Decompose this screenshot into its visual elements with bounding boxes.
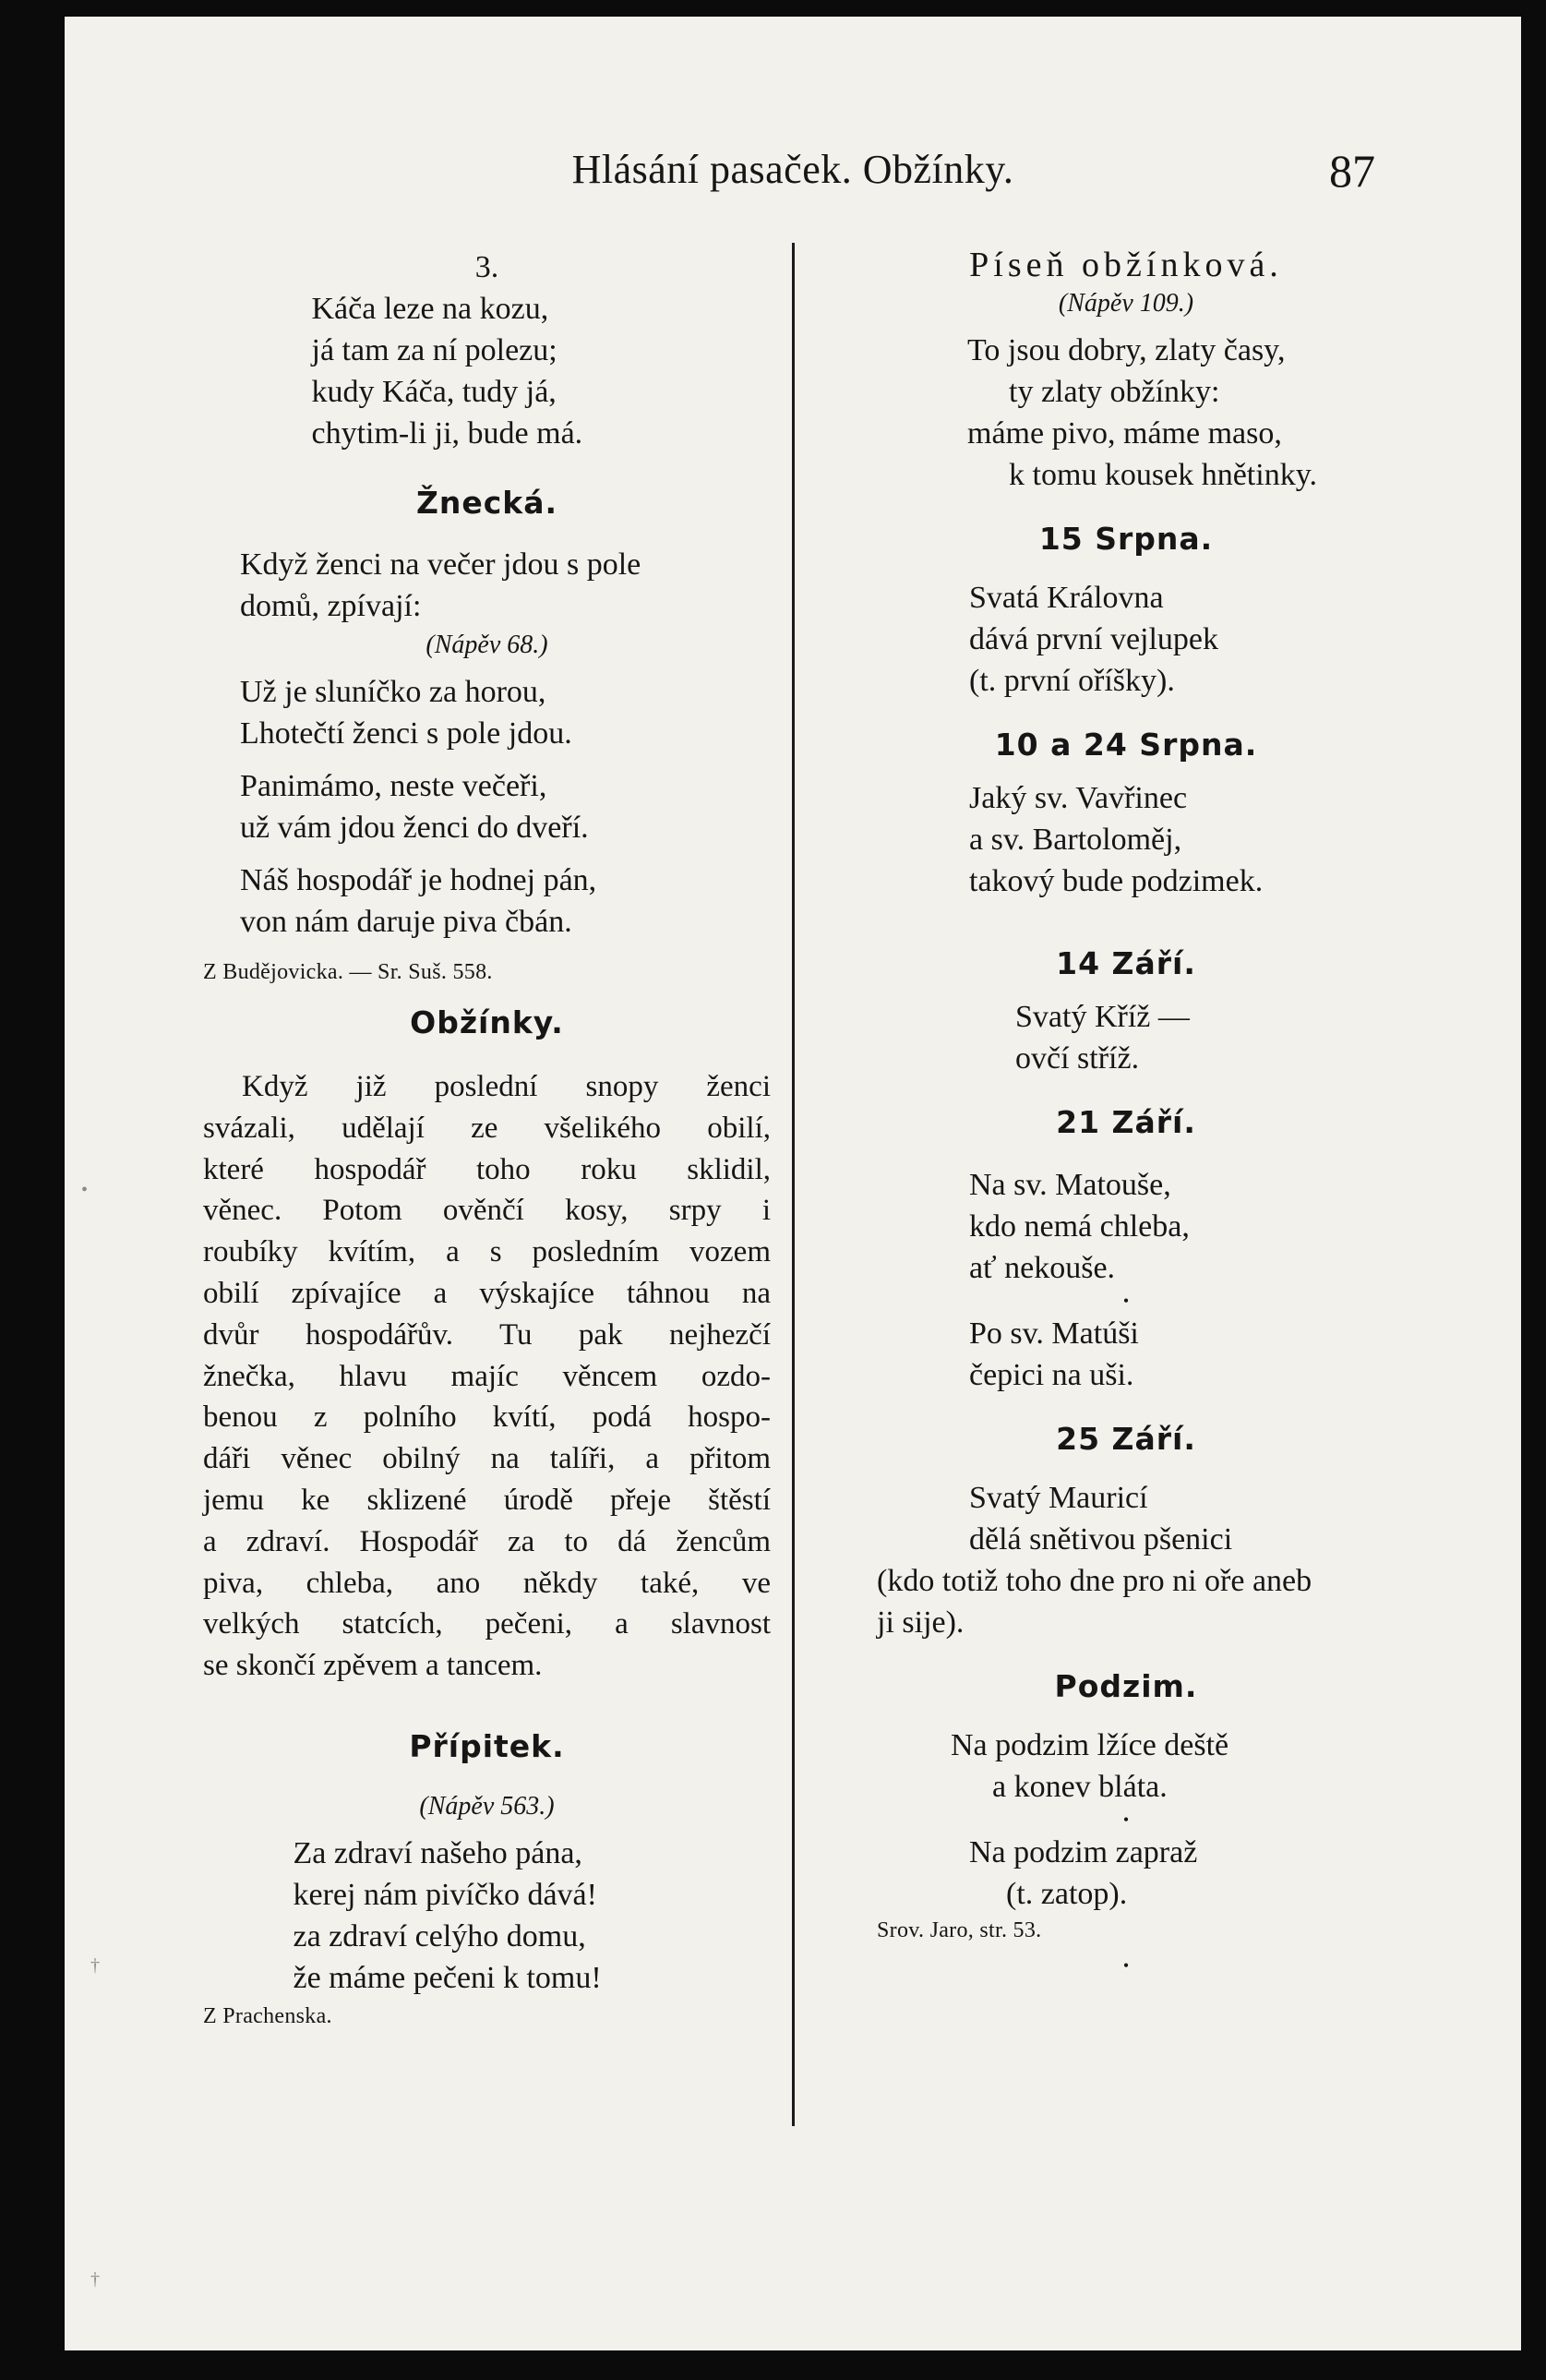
verse-line: už vám jdou ženci do dveří. <box>240 811 589 845</box>
running-head: Hlásání pasaček. Obžínky. <box>571 147 1014 192</box>
podzim-verse <box>951 1725 1301 1808</box>
tune-reference: (Nápěv 563.) <box>419 1791 555 1821</box>
prose-line: jemu ke sklizené úrodě přeje štěstí <box>203 1483 771 1517</box>
intro-line: domů, zpívají: <box>240 589 422 623</box>
verse-line: Náš hospodář je hodnej pán, <box>240 863 597 897</box>
sep14-verse <box>1015 996 1237 1079</box>
znecka-intro <box>203 544 771 627</box>
verse-line: Po sv. Matúši <box>969 1316 1139 1351</box>
verse-3 <box>312 288 663 454</box>
ornament-dot: • <box>1122 1810 1130 1829</box>
right-column <box>812 243 1440 1977</box>
sep25-note <box>812 1560 1440 1643</box>
verse-line: kudy Káča, tudy já, <box>311 375 557 409</box>
verse-line: Už je sluníčko za horou, <box>240 675 546 709</box>
verse-line: ať nekouše. <box>969 1251 1116 1285</box>
verse-line: a konev bláta. <box>992 1770 1168 1804</box>
section-heading-znecka: Žnecká. <box>415 485 558 521</box>
verse-line: čepici na uši. <box>969 1358 1134 1392</box>
prose-line: piva, chleba, ano někdy také, ve <box>203 1566 771 1600</box>
date-heading: 14 Září. <box>1056 945 1196 981</box>
source-note: Z Prachenska. <box>203 2003 332 2028</box>
verse-line: a sv. Bartoloměj, <box>969 823 1182 857</box>
bleed-through-mark: † <box>90 2269 100 2290</box>
aug15-verse <box>969 577 1283 702</box>
podzim-verse <box>969 1832 1283 1915</box>
sep21-verse <box>969 1313 1283 1396</box>
left-column <box>203 243 771 2034</box>
date-heading: 25 Září. <box>1056 1421 1196 1457</box>
verse-line: Káča leze na kozu, <box>311 292 549 326</box>
verse-line: dává první vejlupek <box>969 622 1219 656</box>
verse-line: Panimámo, neste večeři, <box>240 769 547 803</box>
prose-line: žnečka, hlavu majíc věncem ozdo- <box>203 1359 771 1393</box>
verse-line: Svatý Mauricí <box>969 1481 1148 1515</box>
verse-line: Lhotečtí ženci s pole jdou. <box>240 716 572 751</box>
verse-line: chytim-li ji, bude má. <box>311 416 583 451</box>
date-heading: 10 a 24 Srpna. <box>994 727 1258 763</box>
verse-line: (t. zatop). <box>1006 1877 1128 1911</box>
verse-line: kerej nám pivíčko dává! <box>293 1877 597 1912</box>
verse-line: Svatý Kříž — <box>1015 1000 1190 1034</box>
section-heading-pripitek: Přípitek. <box>409 1727 565 1764</box>
column-divider <box>792 243 795 2126</box>
prose-line: věnec. Potom ověnčí kosy, srpy i <box>203 1194 771 1228</box>
note-line: ji sije). <box>877 1605 965 1640</box>
prose-line: dáři věnec obilný na talíři, a přitom <box>203 1442 771 1476</box>
aug10-24-verse <box>969 777 1283 902</box>
verse-line: Na sv. Matouše, <box>969 1168 1171 1202</box>
song-title: Píseň obžínková. <box>969 246 1283 284</box>
bleed-through-mark: • <box>81 1180 89 1200</box>
ornament-dot: • <box>1122 1292 1130 1310</box>
verse-line: (t. první oříšky). <box>969 664 1175 698</box>
verse-line: Na podzim lžíce deště <box>951 1728 1229 1762</box>
verse-line: za zdraví celýho domu, <box>293 1918 586 1953</box>
verse-line: máme pivo, máme maso, <box>967 416 1282 451</box>
znecka-stanza <box>203 765 771 848</box>
verse-number: 3. <box>474 250 499 284</box>
verse-line: kdo nemá chleba, <box>969 1209 1190 1244</box>
tune-reference: (Nápěv 109.) <box>1058 289 1194 318</box>
page-number: 87 <box>1329 145 1375 197</box>
sep25-verse <box>914 1477 1338 1560</box>
znecka-stanza <box>203 671 771 754</box>
prose-line: Když již poslední snopy ženci <box>242 1070 771 1103</box>
section-heading-obzinky: Obžínky. <box>410 1004 564 1040</box>
verse-line: dělá snětivou pšenici <box>969 1522 1233 1557</box>
sep21-verse <box>969 1164 1283 1289</box>
source-note: Z Budějovicka. — Sr. Suš. 558. <box>203 960 493 984</box>
prose-line: velkých statcích, pečeni, a slavnost <box>203 1607 771 1641</box>
prose-line: obilí zpívajíce a výskajíce táhnou na <box>203 1276 771 1310</box>
tune-reference: (Nápěv 68.) <box>425 631 548 659</box>
verse-line: von nám daruje piva čbán. <box>240 905 572 939</box>
verse-line: takový bude podzimek. <box>969 864 1264 898</box>
pisen-verse <box>812 330 1440 496</box>
prose-line: dvůr hospodářův. Tu pak nejhezčí <box>203 1317 771 1352</box>
bleed-through-mark: † <box>90 1955 100 1976</box>
source-note: Srov. Jaro, str. 53. <box>877 1918 1042 1942</box>
verse-line: k tomu kousek hnětinky. <box>1009 458 1317 492</box>
verse-line: Na podzim zapraž <box>969 1835 1198 1869</box>
note-line: (kdo totiž toho dne pro ni oře aneb <box>877 1564 1312 1598</box>
intro-line: Když ženci na večer jdou s pole <box>240 547 641 582</box>
prose-line: se skončí zpěvem a tancem. <box>203 1649 543 1683</box>
ornament-dot: • <box>1122 1956 1130 1975</box>
prose-line: roubíky kvítím, a s posledním vozem <box>203 1235 771 1269</box>
verse-line: ty zlaty obžínky: <box>1009 375 1220 409</box>
pripitek-verse <box>294 1833 681 1999</box>
verse-line: To jsou dobry, zlaty časy, <box>967 333 1286 367</box>
obzinky-paragraph <box>203 1066 771 1687</box>
verse-line: Svatá Královna <box>969 581 1164 615</box>
date-heading: 15 Srpna. <box>1038 521 1214 557</box>
verse-line: ovčí stříž. <box>1015 1041 1140 1076</box>
prose-line: svázali, udělají ze všelikého obilí, <box>203 1111 771 1145</box>
verse-line: já tam za ní polezu; <box>311 333 557 367</box>
verse-line: Za zdraví našeho pána, <box>293 1835 582 1870</box>
section-heading-podzim: Podzim. <box>1054 1668 1198 1704</box>
prose-line: benou z polního kvítí, podá hospo- <box>203 1400 771 1435</box>
verse-line: Jaký sv. Vavřinec <box>969 781 1188 815</box>
znecka-stanza <box>203 859 771 943</box>
verse-line: že máme pečeni k tomu! <box>293 1960 602 1995</box>
prose-line: a zdraví. Hospodář za to dá žencům <box>203 1524 771 1558</box>
prose-line: které hospodář toho roku sklidil, <box>203 1152 771 1186</box>
scanned-page <box>65 17 1521 2350</box>
date-heading: 21 Září. <box>1056 1104 1196 1140</box>
